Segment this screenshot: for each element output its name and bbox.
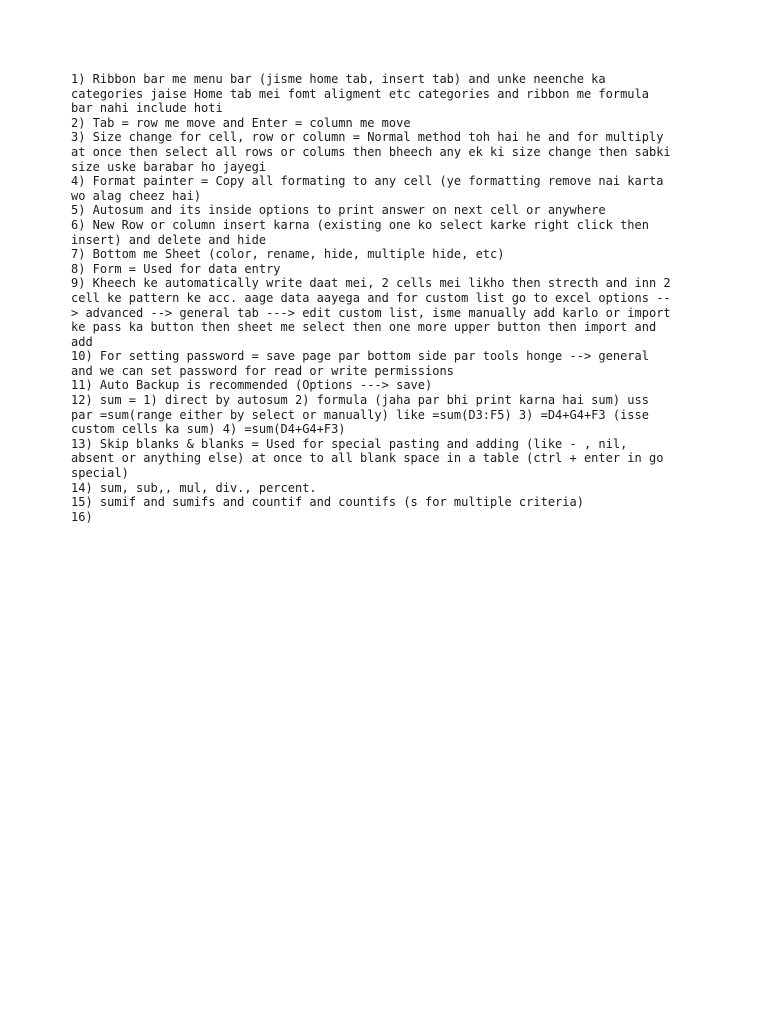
note-item-6: 6) New Row or column insert karna (existing one ko select karke right click then insert) and delete and hide bbox=[71, 217, 649, 247]
note-item-2: 2) Tab = row me move and Enter = column me move bbox=[71, 115, 411, 130]
note-item-8: 8) Form = Used for data entry bbox=[71, 261, 281, 276]
note-item-10: 10) For setting password = save page par bottom side par tools honge --> general and we can set password for read or write permissions bbox=[71, 349, 649, 378]
document-page bbox=[71, 72, 703, 524]
note-item-14: 14) sum, sub,, mul, div., percent. bbox=[71, 480, 317, 495]
note-item-15: 15) sumif and sumifs and countif and countifs (s for multiple criteria) bbox=[71, 495, 584, 510]
note-item-7: 7) Bottom me Sheet (color, rename, hide, multiple hide, etc) bbox=[71, 247, 505, 262]
note-item-1: 1) Ribbon bar me menu bar (jisme home tab, insert tab) and unke neenche ka categories jaise Home tab mei fomt aligment etc categories and ribbon me formula bar nahi include hoti bbox=[71, 72, 649, 116]
note-item-4: 4) Format painter = Copy all formating to any cell (ye formatting remove nai karta wo alag cheez hai) bbox=[71, 174, 664, 203]
note-item-12: 12) sum = 1) direct by autosum 2) formula (jaha par bhi print karna hai sum) uss par =sum(range either by select or manually) like =sum(D3:F5) 3) =D4+G4+F3 (isse custom cells ka sum) 4) =sum(D4+G4+F3) bbox=[71, 393, 649, 437]
note-item-9: 9) Kheech ke automatically write daat mei, 2 cells mei likho then strecth and inn 2 cell ke pattern ke acc. aage data aayega and for custom list go to excel options -- > advanced --> general tab ---> edit custom list, isme manually add karlo or import ke pass ka button then sheet me select then one more upper button then import and add bbox=[71, 276, 671, 349]
note-item-16: 16) bbox=[71, 509, 93, 524]
note-item-13: 13) Skip blanks & blanks = Used for special pasting and adding (like - , nil, absent or anything else) at once to all blank space in a table (ctrl + enter in go special) bbox=[71, 436, 664, 481]
note-item-5: 5) Autosum and its inside options to print answer on next cell or anywhere bbox=[71, 203, 606, 218]
note-item-11: 11) Auto Backup is recommended (Options ---> save) bbox=[71, 378, 433, 393]
note-item-3: 3) Size change for cell, row or column = Normal method toh hai he and for multiply at once then select all rows or colums then bheech any ek ki size change then sabki size uske barabar ho jayegi bbox=[71, 130, 671, 174]
